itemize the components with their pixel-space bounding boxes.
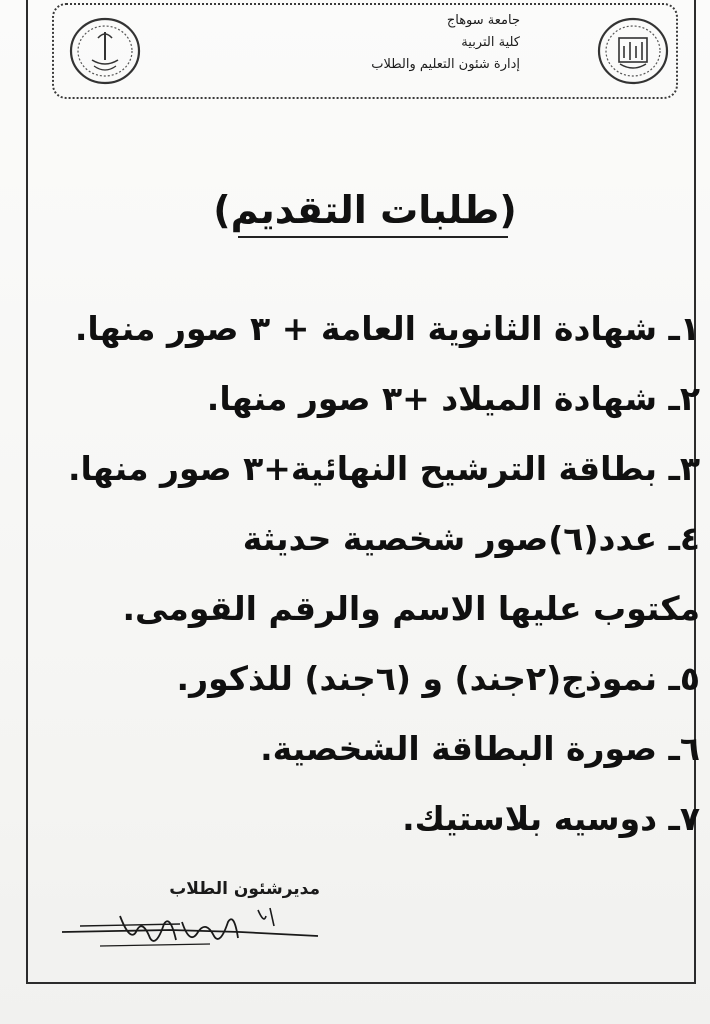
- signature-block: [60, 876, 320, 966]
- university-name: جامعة سوهاج: [446, 13, 520, 28]
- faculty-seal-icon: [68, 16, 142, 86]
- letterhead-text: [250, 10, 520, 76]
- list-item: ٢ـ شهادة الميلاد +٣ صور منها.: [206, 379, 700, 418]
- handwritten-signature-icon: [60, 902, 320, 962]
- signature-title: مديرشئون الطلاب: [169, 879, 320, 899]
- list-item: مكتوب عليها الاسم والرقم القومى.: [122, 589, 700, 628]
- university-seal-icon: [596, 16, 670, 86]
- list-item: ٤ـ عدد(٦)صور شخصية حديثة: [242, 519, 700, 558]
- department-name: إدارة شئون التعليم والطلاب: [371, 57, 520, 72]
- requirements-list: [40, 296, 700, 856]
- list-item: ٣ـ بطاقة الترشيح النهائية+٣ صور منها.: [67, 449, 700, 488]
- title-underline: [238, 236, 508, 238]
- list-item: ٧ـ دوسيه بلاستيك.: [402, 799, 700, 838]
- list-item: ٦ـ صورة البطاقة الشخصية.: [260, 729, 700, 768]
- page-title: (طلبات التقديم): [213, 188, 517, 232]
- faculty-name: كلية التربية: [461, 35, 520, 50]
- list-item: ١ـ شهادة الثانوية العامة + ٣ صور منها.: [74, 309, 700, 348]
- list-item: ٥ـ نموذج(٢جند) و (٦جند) للذكور.: [176, 659, 700, 698]
